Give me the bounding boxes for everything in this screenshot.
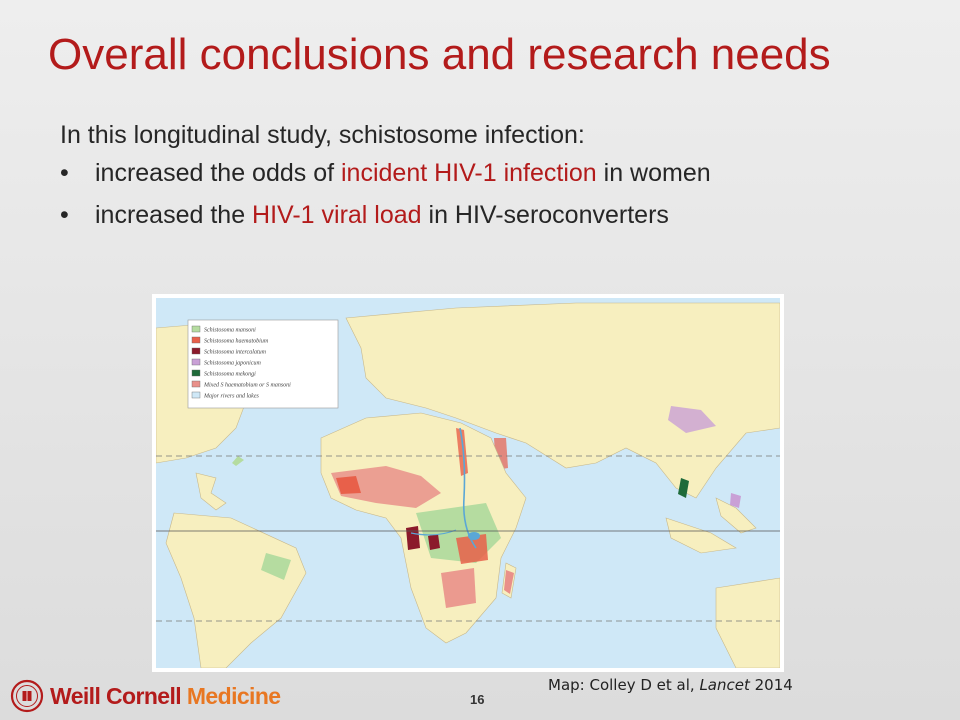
logo-medicine: Medicine — [186, 682, 281, 709]
legend-label: Schistosoma japonicum — [204, 360, 261, 367]
slide-body — [60, 118, 900, 240]
legend-swatch — [192, 370, 200, 376]
intercalatum-area — [406, 526, 420, 550]
caption-journal: Lancet — [699, 676, 750, 694]
bullet-highlight: incident HIV-1 infection — [341, 159, 597, 187]
legend-label: Schistosoma intercalatum — [204, 349, 266, 356]
bullet-item — [60, 198, 900, 232]
page-number: 16 — [470, 692, 485, 707]
caption-prefix: Map: Colley D et al, — [548, 676, 700, 694]
intercalatum-area — [428, 534, 440, 550]
map-legend — [188, 320, 338, 408]
lake-victoria — [468, 532, 480, 540]
bullet-item — [60, 156, 900, 190]
bullet-text-post: in HIV-seroconverters — [421, 201, 669, 229]
legend-label: Schistosoma haematobium — [204, 338, 269, 345]
legend-swatch — [192, 359, 200, 365]
weill-cornell-logo — [10, 679, 281, 713]
bullet-highlight: HIV-1 viral load — [252, 201, 422, 229]
legend-swatch — [192, 381, 200, 387]
bullet-text-pre: increased the — [95, 201, 253, 229]
map-caption — [548, 676, 793, 694]
schistosomiasis-map — [152, 294, 784, 672]
intro-text: In this longitudinal study, schistosome infection: — [60, 121, 585, 149]
bullet-dot: • — [60, 159, 69, 187]
legend-label: Schistosoma mekongi — [204, 371, 256, 378]
legend-swatch — [192, 392, 200, 398]
bullet-text-post: in women — [596, 159, 711, 187]
legend-label: Schistosoma mansoni — [204, 327, 256, 334]
southern-africa-mixed-area — [441, 568, 476, 608]
legend-label: Mixed S haematobium or S mansoni — [204, 382, 291, 389]
legend-label: Major rivers and lakes — [204, 393, 259, 400]
slide-title: Overall conclusions and research needs — [48, 30, 831, 79]
logo-wordmark — [50, 683, 281, 710]
logo-name: Weill Cornell — [50, 682, 187, 709]
legend-swatch — [192, 348, 200, 354]
bullet-text-pre: increased the odds of — [95, 159, 341, 187]
university-seal-icon — [10, 679, 44, 713]
bullet-dot: • — [60, 201, 69, 229]
bullet-list — [60, 156, 900, 232]
world-map-illustration — [156, 298, 780, 668]
caption-year: 2014 — [749, 676, 793, 694]
legend-swatch — [192, 337, 200, 343]
legend-swatch — [192, 326, 200, 332]
